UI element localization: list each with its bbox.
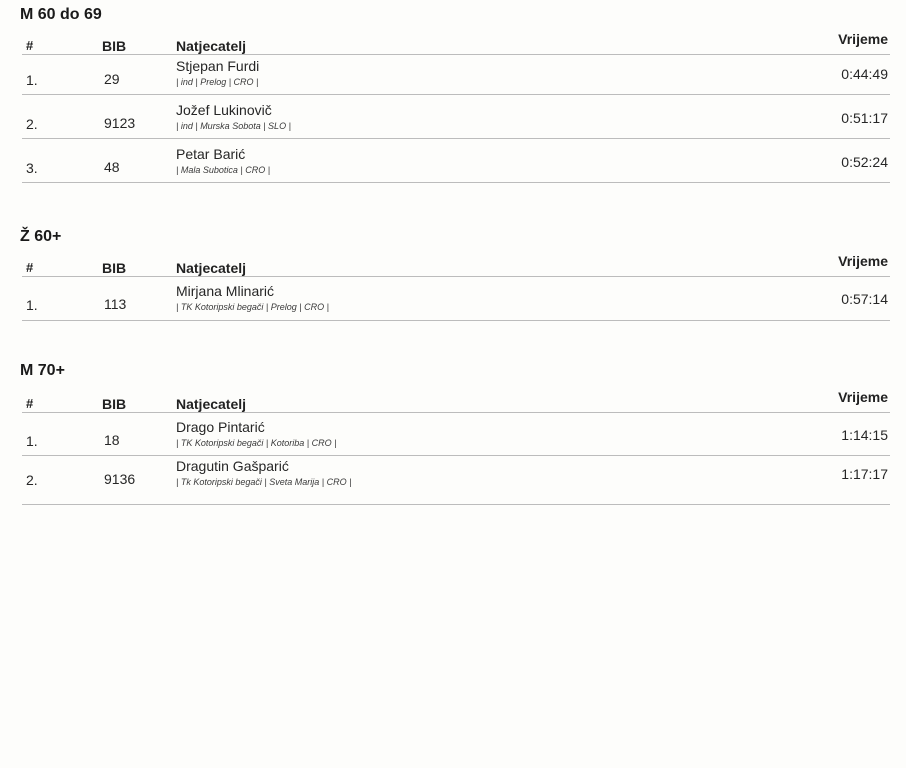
row-time: 0:44:49: [841, 66, 888, 82]
row-bib: 9136: [104, 471, 136, 487]
row-divider: [22, 94, 890, 95]
row-name: Stjepan Furdi: [176, 58, 260, 74]
header-bib: BIB: [102, 396, 127, 412]
header-rank: #: [26, 38, 34, 53]
header-rank: #: [26, 396, 34, 411]
table-row: [0, 146, 906, 180]
table-row: [0, 102, 906, 136]
row-rank: 2.: [26, 472, 38, 488]
row-time: 0:51:17: [841, 110, 888, 126]
row-time: 0:52:24: [841, 154, 888, 170]
row-time: 1:14:15: [841, 427, 888, 443]
row-rank: 3.: [26, 160, 38, 176]
row-divider: [22, 138, 890, 139]
table-row: [0, 283, 906, 317]
row-divider: [22, 455, 890, 456]
row-rank: 1.: [26, 72, 38, 88]
header-time: Vrijeme: [838, 31, 888, 47]
row-bib: 18: [104, 432, 120, 448]
row-bib: 9123: [104, 115, 136, 131]
row-name: Petar Barić: [176, 146, 246, 162]
row-name: Dragutin Gašparić: [176, 458, 289, 474]
header-time: Vrijeme: [838, 389, 888, 405]
row-rank: 1.: [26, 297, 38, 313]
header-name: Natjecatelj: [176, 396, 247, 412]
row-divider: [22, 320, 890, 321]
header-bib: BIB: [102, 260, 127, 276]
row-divider: [22, 504, 890, 505]
row-time: 1:17:17: [841, 466, 888, 482]
row-divider: [22, 182, 890, 183]
section-title: M 70+: [20, 362, 65, 379]
row-bib: 113: [104, 296, 127, 312]
row-name: Jožef Lukinovič: [176, 102, 272, 118]
header-name: Natjecatelj: [176, 260, 247, 276]
row-rank: 2.: [26, 116, 38, 132]
row-bib: 48: [104, 159, 120, 175]
header-divider: [22, 54, 890, 55]
section-title: Ž 60+: [20, 228, 62, 245]
row-club: | ind | Murska Sobota | SLO |: [176, 121, 291, 131]
header-divider: [22, 412, 890, 413]
section-title: M 60 do 69: [20, 6, 102, 23]
row-club: | ind | Prelog | CRO |: [176, 77, 259, 87]
row-club: | TK Kotoripski begači | Kotoriba | CRO |: [176, 438, 337, 448]
row-name: Drago Pintarić: [176, 419, 265, 435]
table-row: [0, 419, 906, 453]
table-row: [0, 458, 906, 492]
header-rank: #: [26, 260, 34, 275]
row-bib: 29: [104, 71, 120, 87]
row-rank: 1.: [26, 433, 38, 449]
row-time: 0:57:14: [841, 291, 888, 307]
row-club: | TK Kotoripski begači | Prelog | CRO |: [176, 302, 329, 312]
header-time: Vrijeme: [838, 253, 888, 269]
header-divider: [22, 276, 890, 277]
header-bib: BIB: [102, 38, 127, 54]
table-row: [0, 58, 906, 92]
row-club: | Tk Kotoripski begači | Sveta Marija | CRO |: [176, 477, 352, 487]
row-name: Mirjana Mlinarić: [176, 283, 275, 299]
row-club: | Mala Subotica | CRO |: [176, 165, 271, 175]
header-name: Natjecatelj: [176, 38, 247, 54]
